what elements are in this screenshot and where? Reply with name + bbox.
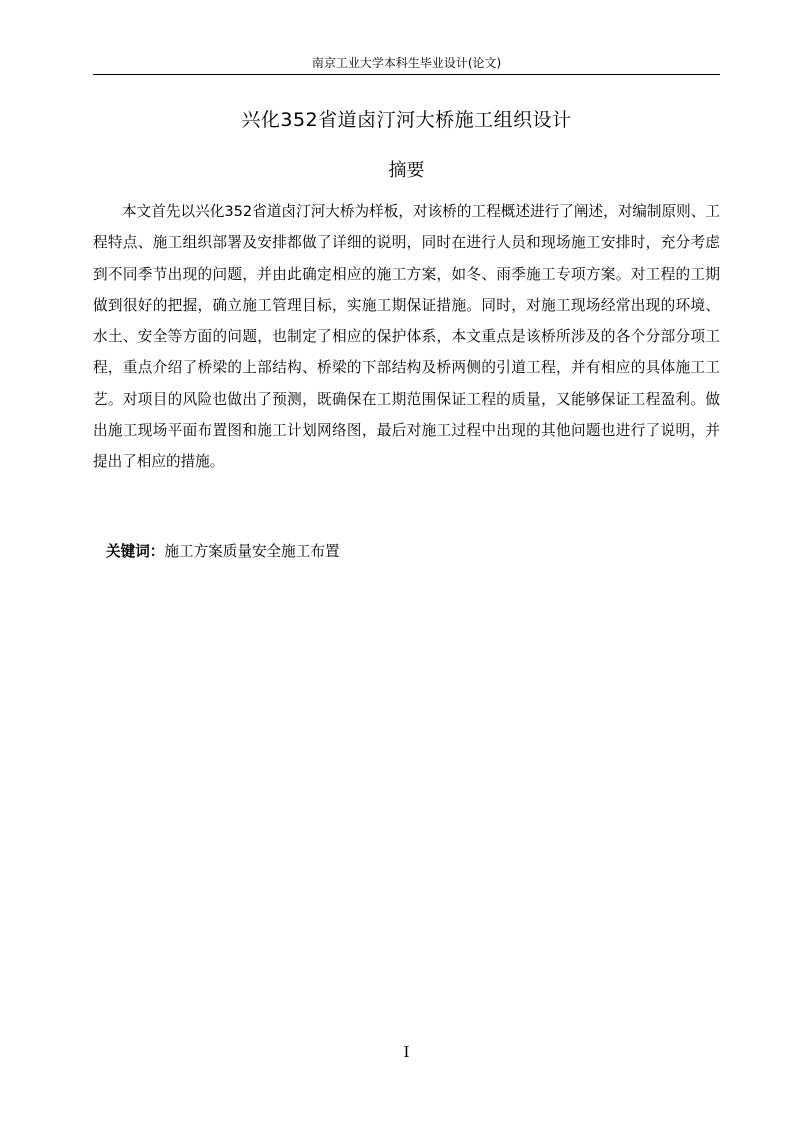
abstract-heading: 摘要 (388, 160, 425, 181)
abstract-body: 本文首先以兴化352省道卤汀河大桥为样板，对该桥的工程概述进行了阐述，对编制原则、工程特点、施工组织部署及安排都做了详细的说明，同时在进行人员和现场施工安排时，充分考虑到不同季节出现的问题，并由此确定相应的施工方案，如冬、雨季施工专项方案。对工程的工期做到很好的把握，确立施工管理目标，实施工期保证措施。同时，对施工现场经常出现的环境、水土、安全等方面的问题，也制定了相应的保护体系，本文重点是该桥所涉及的各个分部分项工程，重点介绍了桥梁的上部结构、桥梁的下部结构及桥两侧的引道工程，并有相应的具体施工工艺。对项目的风险也做出了预测，既确保在工期范围保证工程的质量，又能够保证工程盈利。做出施工现场平面布置图和施工计划网络图，最后对施工过程中出现的其他问题也进行了说明，并提出了相应的措施。 (93, 203, 720, 471)
keywords-value: 施工方案质量安全施工布置 (164, 543, 340, 560)
document-title: 兴化352省道卤汀河大桥施工组织设计 (241, 109, 572, 131)
keywords-label: 关键词： (106, 543, 165, 560)
running-header (93, 52, 720, 75)
running-header-text: 南京工业大学本科生毕业设计(论文) (311, 56, 502, 70)
page-number: I (403, 1043, 410, 1061)
keywords-line (106, 538, 706, 566)
